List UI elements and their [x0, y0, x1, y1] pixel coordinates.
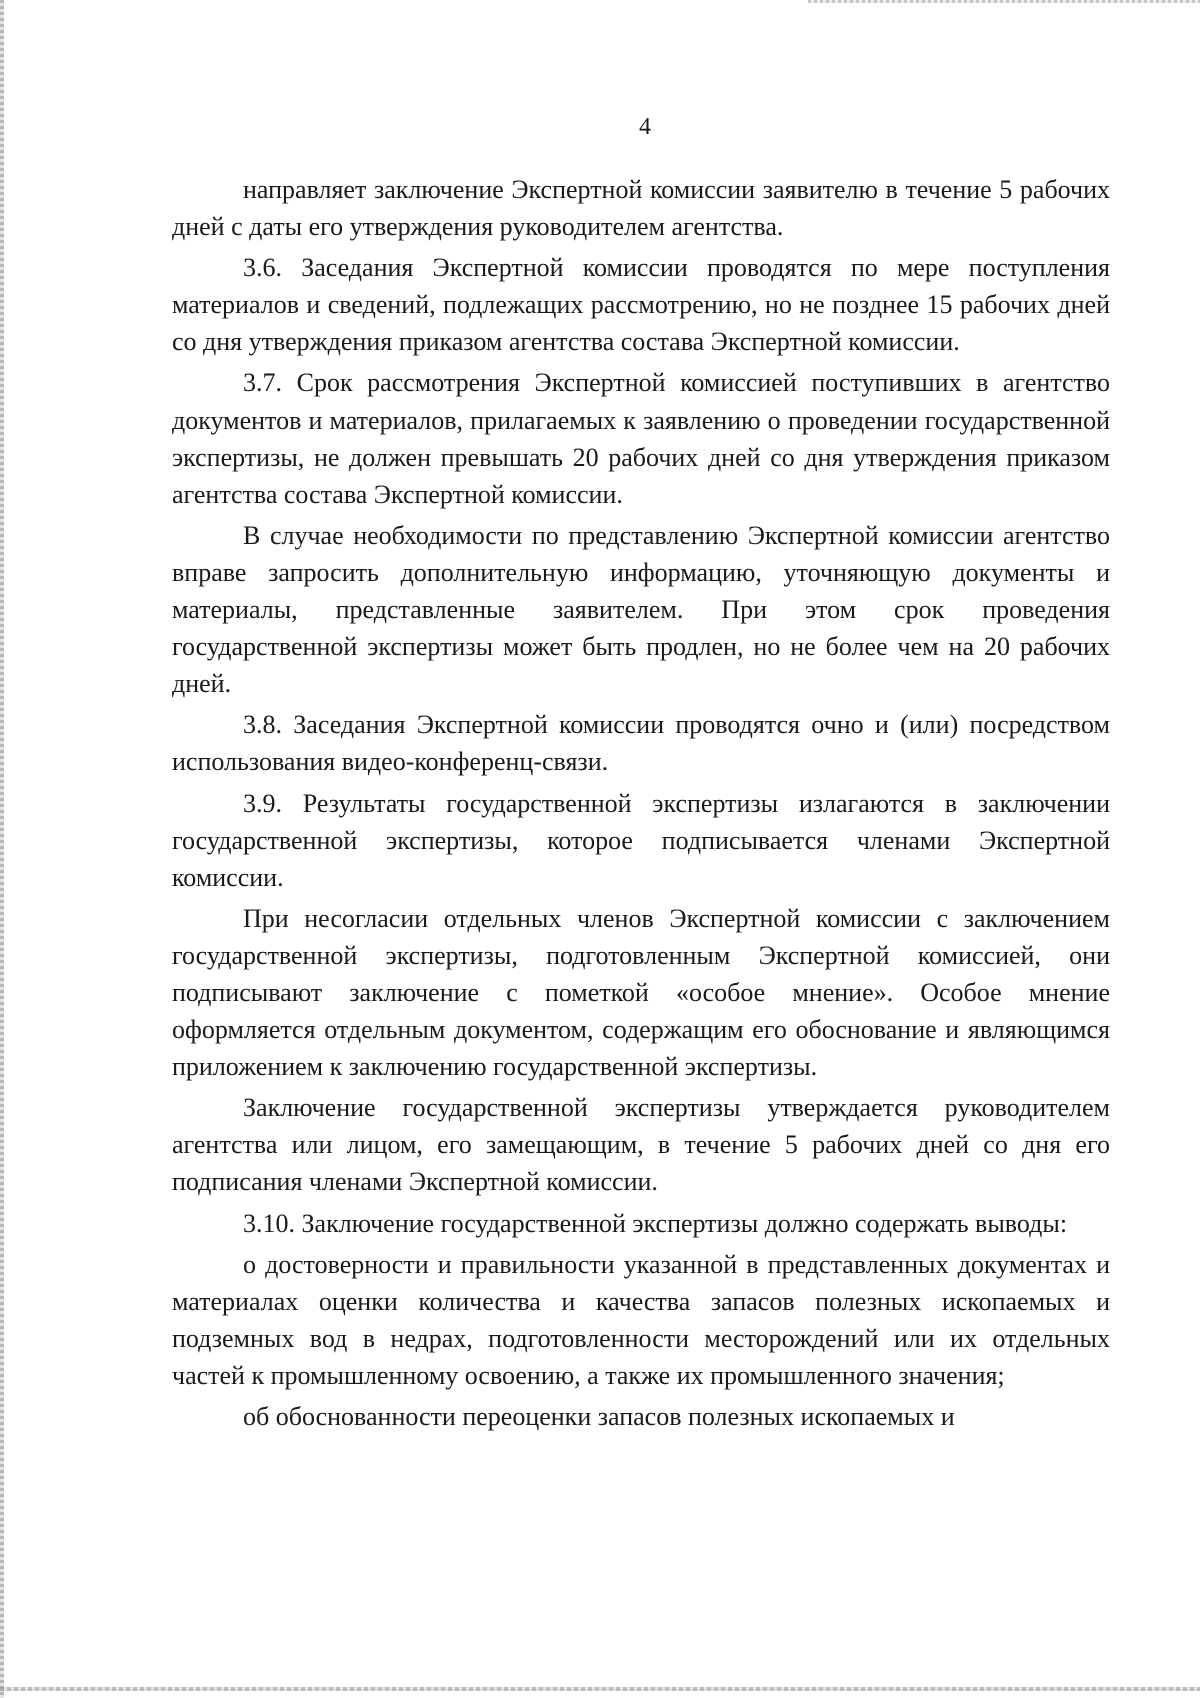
paragraph-conclusion-reassessment: об обоснованности переоценки запасов полезных ископаемых и [243, 1402, 955, 1431]
paragraph-3-6: 3.6. Заседания Экспертной комиссии проводятся по мере поступления материалов и сведений, подлежащих рассмотрению, но не позднее 15 рабочих дней со дня утверждения приказом агентства состава Экспертной комиссии. [172, 253, 1110, 357]
paragraph-3-7: 3.7. Срок рассмотрения Экспертной комиссией поступивших в агентство документов и материалов, прилагаемых к заявлению о проведении государственной экспертизы, не должен превышать 20 рабочих дней со дня утверждения приказом агентства состава Экспертной комиссии. [172, 368, 1110, 509]
paragraph-continuation: направляет заключение Экспертной комиссии заявителю в течение 5 рабочих дней с даты его утверждения руководителем агентства. [172, 175, 1110, 242]
paragraph-3-8: 3.8. Заседания Экспертной комиссии проводятся очно и (или) посредством использования видео-конференц-связи. [172, 710, 1110, 777]
scan-edge-top [808, 0, 1200, 3]
paragraph-dissent: При несогласии отдельных членов Экспертной комиссии с заключением государственной экспертизы, подготовленным Экспертной комиссией, они подписывают заключение с пометкой «особое мнение». Особое мнение оформляется отдельным документом, содержащим его обоснование и являющимся приложением к заключению государственной экспертизы. [172, 903, 1110, 1082]
paragraph-conclusion-reliability: о достоверности и правильности указанной в представленных документах и материалах оценки количества и качества запасов полезных ископаемых и подземных вод в недрах, подготовленности месторождений или их отдельных частей к промышленному освоению, а также их промышленного значения; [172, 1249, 1110, 1390]
paragraph-approval: Заключение государственной экспертизы утверждается руководителем агентства или лицом, его замещающим, в течение 5 рабочих дней со дня его подписания членами Экспертной комиссии. [172, 1093, 1110, 1197]
paragraph-3-10: 3.10. Заключение государственной экспертизы должно содержать выводы: [243, 1208, 1068, 1238]
scan-edge-left [0, 0, 4, 1698]
paragraph-extension: В случае необходимости по представлению Экспертной комиссии агентство вправе запросить дополнительную информацию, уточняющую документы и материалы, представленные заявителем. При этом срок проведения государственной экспертизы может быть продлен, но не более чем на 20 рабочих дней. [172, 520, 1110, 699]
page-number: 4 [639, 114, 651, 140]
document-body [172, 171, 1110, 1435]
paragraph-3-9: 3.9. Результаты государственной экспертизы излагаются в заключении государственной экспертизы, которое подписывается членами Экспертной комиссии. [172, 788, 1110, 892]
scan-edge-bottom [0, 1687, 1200, 1691]
